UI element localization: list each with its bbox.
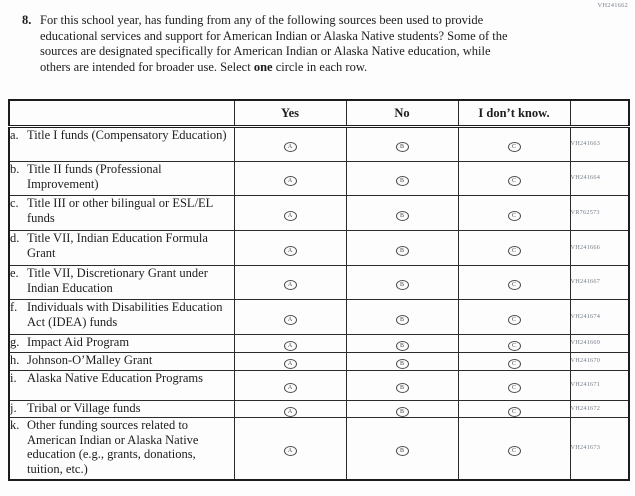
yes-cell (234, 371, 346, 401)
answer-bubble-yes[interactable]: A (284, 315, 297, 325)
yes-cell (234, 418, 346, 480)
answer-bubble-no[interactable]: B (396, 359, 409, 369)
yes-cell (234, 162, 346, 196)
dont-know-cell (458, 127, 570, 162)
answer-bubble-dont-know[interactable]: C (508, 341, 521, 351)
row-label-cell (9, 266, 234, 300)
table-row-a (9, 127, 629, 162)
no-cell (346, 300, 458, 335)
yes-cell (234, 300, 346, 335)
row-code: VH241667 (570, 266, 629, 300)
row-code: VH241674 (570, 300, 629, 335)
question-text (40, 13, 512, 75)
yes-cell (234, 266, 346, 300)
header-dont-know: I don’t know. (458, 100, 570, 127)
answer-bubble-no[interactable]: B (396, 246, 409, 256)
answer-bubble-dont-know[interactable]: C (508, 407, 521, 417)
no-cell (346, 401, 458, 418)
question-text-bold-word: one (253, 59, 273, 74)
page-tracking-code: VH241662 (597, 2, 628, 9)
table-header-row (9, 100, 629, 127)
row-letter: g. (10, 335, 20, 349)
dont-know-cell (458, 266, 570, 300)
row-code: VH241673 (570, 418, 629, 480)
question-number: 8. (22, 13, 32, 27)
answer-bubble-yes[interactable]: A (284, 407, 297, 417)
row-label-cell (9, 231, 234, 266)
answer-bubble-yes[interactable]: A (284, 142, 297, 152)
dont-know-cell (458, 231, 570, 266)
table-row-h (9, 353, 629, 371)
row-code: VH241671 (570, 371, 629, 401)
row-label-cell (9, 196, 234, 231)
row-letter: c. (10, 196, 19, 210)
row-code: VH241664 (570, 162, 629, 196)
no-cell (346, 353, 458, 371)
row-code: VH241663 (570, 127, 629, 162)
row-label-cell (9, 300, 234, 335)
row-label: Impact Aid Program (27, 335, 130, 349)
answer-bubble-no[interactable]: B (396, 142, 409, 152)
row-label-cell (9, 353, 234, 371)
funding-sources-table (8, 99, 630, 481)
answer-bubble-dont-know[interactable]: C (508, 315, 521, 325)
answer-bubble-no[interactable]: B (396, 383, 409, 393)
answer-bubble-yes[interactable]: A (284, 446, 297, 456)
answer-bubble-yes[interactable]: A (284, 176, 297, 186)
row-letter: b. (10, 162, 20, 176)
answer-bubble-dont-know[interactable]: C (508, 359, 521, 369)
row-label: Title VII, Discretionary Grant under Indian Education (27, 266, 208, 295)
answer-bubble-yes[interactable]: A (284, 246, 297, 256)
table-row-i (9, 371, 629, 401)
answer-bubble-no[interactable]: B (396, 176, 409, 186)
header-no: No (346, 100, 458, 127)
table-row-k (9, 418, 629, 480)
question-text-start: For this school year, has funding from any of the following sources been used to provide educational services and support for American Indian or Alaska Native students? Some of the sources are designated specifically for American Indian or Alaska Native education, while others are intended for broader use. Select (40, 13, 508, 74)
answer-bubble-dont-know[interactable]: C (508, 383, 521, 393)
answer-bubble-yes[interactable]: A (284, 341, 297, 351)
no-cell (346, 127, 458, 162)
table-row-e (9, 266, 629, 300)
answer-bubble-dont-know[interactable]: C (508, 446, 521, 456)
row-letter: e. (10, 266, 19, 280)
row-label: Title I funds (Compensatory Education) (27, 128, 227, 142)
answer-bubble-no[interactable]: B (396, 280, 409, 290)
answer-bubble-yes[interactable]: A (284, 280, 297, 290)
dont-know-cell (458, 162, 570, 196)
row-letter: j. (10, 401, 17, 415)
answer-bubble-yes[interactable]: A (284, 211, 297, 221)
header-code-cell (570, 100, 629, 127)
yes-cell (234, 335, 346, 353)
answer-bubble-no[interactable]: B (396, 315, 409, 325)
answer-bubble-no[interactable]: B (396, 341, 409, 351)
answer-bubble-dont-know[interactable]: C (508, 176, 521, 186)
row-label: Alaska Native Education Programs (27, 371, 203, 385)
no-cell (346, 231, 458, 266)
answer-bubble-yes[interactable]: A (284, 359, 297, 369)
no-cell (346, 418, 458, 480)
row-label: Title III or other bilingual or ESL/EL funds (27, 196, 213, 225)
yes-cell (234, 401, 346, 418)
yes-cell (234, 196, 346, 231)
answer-bubble-dont-know[interactable]: C (508, 142, 521, 152)
row-letter: h. (10, 353, 20, 367)
dont-know-cell (458, 353, 570, 371)
row-code: VH241669 (570, 335, 629, 353)
row-label-cell (9, 127, 234, 162)
yes-cell (234, 353, 346, 371)
answer-bubble-no[interactable]: B (396, 407, 409, 417)
row-label: Tribal or Village funds (27, 401, 141, 415)
table-row-b (9, 162, 629, 196)
dont-know-cell (458, 196, 570, 231)
table-row-g (9, 335, 629, 353)
row-label: Title VII, Indian Education Formula Grant (27, 231, 208, 260)
header-yes: Yes (234, 100, 346, 127)
row-code: VH241672 (570, 401, 629, 418)
row-letter: d. (10, 231, 20, 245)
table-row-j (9, 401, 629, 418)
table-row-c (9, 196, 629, 231)
row-label-cell (9, 418, 234, 480)
no-cell (346, 162, 458, 196)
header-stub-cell (9, 100, 234, 127)
yes-cell (234, 231, 346, 266)
table-row-d (9, 231, 629, 266)
row-label-cell (9, 335, 234, 353)
question-text-end: circle in each row. (272, 59, 368, 74)
no-cell (346, 196, 458, 231)
row-label: Other funding sources related to American Indian or Alaska Native education (e.g., grants, donations, tuition, etc.) (27, 418, 199, 476)
no-cell (346, 266, 458, 300)
no-cell (346, 335, 458, 353)
row-letter: k. (10, 418, 20, 432)
row-label: Title II funds (Professional Improvement) (27, 162, 162, 191)
row-letter: i. (10, 371, 17, 385)
row-letter: f. (10, 300, 18, 314)
answer-bubble-no[interactable]: B (396, 446, 409, 456)
row-code: VR762573 (570, 196, 629, 231)
row-label-cell (9, 401, 234, 418)
yes-cell (234, 127, 346, 162)
no-cell (346, 371, 458, 401)
row-label: Johnson-O’Malley Grant (27, 353, 153, 367)
table-row-f (9, 300, 629, 335)
answer-bubble-dont-know[interactable]: C (508, 280, 521, 290)
row-label: Individuals with Disabilities Education Act (IDEA) funds (27, 300, 223, 329)
row-label-cell (9, 371, 234, 401)
dont-know-cell (458, 371, 570, 401)
dont-know-cell (458, 401, 570, 418)
answer-bubble-dont-know[interactable]: C (508, 246, 521, 256)
dont-know-cell (458, 300, 570, 335)
question-8 (22, 13, 582, 75)
row-letter: a. (10, 128, 19, 142)
dont-know-cell (458, 418, 570, 480)
answer-bubble-dont-know[interactable]: C (508, 211, 521, 221)
row-code: VH241670 (570, 353, 629, 371)
answer-bubble-yes[interactable]: A (284, 383, 297, 393)
dont-know-cell (458, 335, 570, 353)
answer-bubble-no[interactable]: B (396, 211, 409, 221)
row-code: VH241666 (570, 231, 629, 266)
row-label-cell (9, 162, 234, 196)
